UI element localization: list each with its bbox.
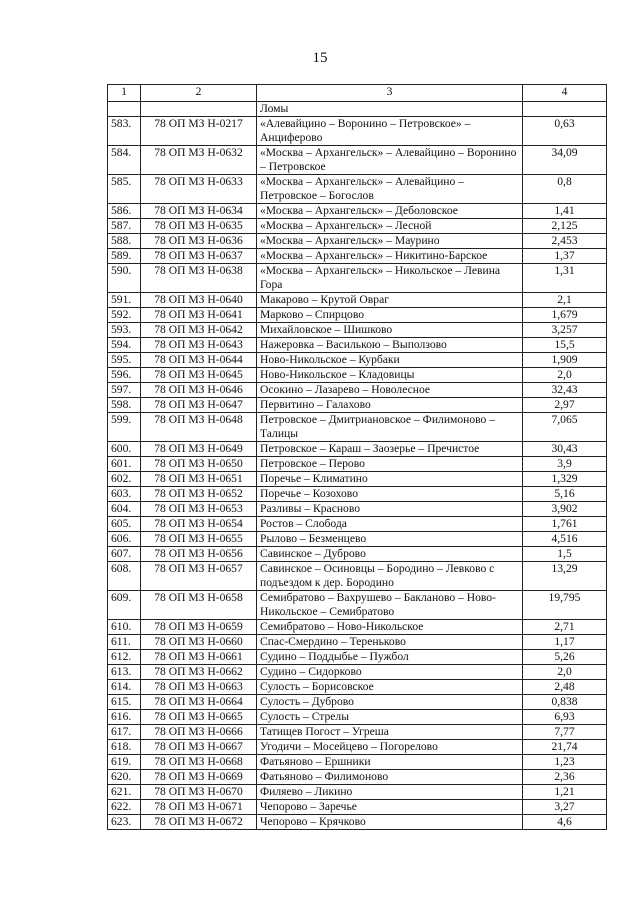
row-number: 594. (108, 338, 141, 353)
road-length: 15,5 (523, 338, 607, 353)
road-name: «Москва – Архангельск» – Деболовское (257, 204, 523, 219)
road-name: Рылово – Безменцево (257, 532, 523, 547)
row-number: 615. (108, 695, 141, 710)
road-name: Филяево – Ликино (257, 785, 523, 800)
road-name: «Москва – Архангельск» – Никитино-Барское (257, 249, 523, 264)
table-row (108, 413, 607, 442)
column-header-row (108, 85, 607, 102)
row-number: 588. (108, 234, 141, 249)
row-number: 595. (108, 353, 141, 368)
table-row (108, 695, 607, 710)
road-length: 2,97 (523, 398, 607, 413)
road-code: 78 ОП МЗ Н-0660 (141, 635, 257, 650)
table-row (108, 740, 607, 755)
row-number: 619. (108, 755, 141, 770)
column-header-1: 1 (108, 85, 141, 102)
road-code: 78 ОП МЗ Н-0664 (141, 695, 257, 710)
road-length: 2,48 (523, 680, 607, 695)
road-length: 30,43 (523, 442, 607, 457)
road-code: 78 ОП МЗ Н-0217 (141, 117, 257, 146)
row-number: 589. (108, 249, 141, 264)
road-name: Ново-Никольское – Курбаки (257, 353, 523, 368)
road-name: Семибратово – Ново-Никольское (257, 620, 523, 635)
road-name: Чепорово – Заречье (257, 800, 523, 815)
road-name: Судино – Поддыбье – Пужбол (257, 650, 523, 665)
group-row (108, 102, 607, 117)
road-length: 0,838 (523, 695, 607, 710)
road-name: Фатьяново – Филимоново (257, 770, 523, 785)
road-length: 6,93 (523, 710, 607, 725)
table-row (108, 665, 607, 680)
table-row (108, 502, 607, 517)
table-row (108, 308, 607, 323)
row-number: 610. (108, 620, 141, 635)
road-code: 78 ОП МЗ Н-0642 (141, 323, 257, 338)
road-name: Чепорово – Крячково (257, 815, 523, 830)
road-code: 78 ОП МЗ Н-0640 (141, 293, 257, 308)
road-name: Поречье – Козохово (257, 487, 523, 502)
road-length: 7,77 (523, 725, 607, 740)
road-length: 1,761 (523, 517, 607, 532)
table-row (108, 635, 607, 650)
table-row (108, 146, 607, 175)
road-length: 0,63 (523, 117, 607, 146)
column-header-2: 2 (141, 85, 257, 102)
table-row (108, 815, 607, 830)
road-code: 78 ОП МЗ Н-0638 (141, 264, 257, 293)
table-row (108, 532, 607, 547)
table-row (108, 770, 607, 785)
road-code: 78 ОП МЗ Н-0662 (141, 665, 257, 680)
road-code: 78 ОП МЗ Н-0641 (141, 308, 257, 323)
road-name: Петровское – Дмитриановское – Филимоново – Талицы (257, 413, 523, 442)
road-code: 78 ОП МЗ Н-0655 (141, 532, 257, 547)
road-code: 78 ОП МЗ Н-0633 (141, 175, 257, 204)
table-row (108, 383, 607, 398)
column-header-3: 3 (257, 85, 523, 102)
road-name: Сулость – Дуброво (257, 695, 523, 710)
road-length: 19,795 (523, 591, 607, 620)
table-row (108, 368, 607, 383)
table-row (108, 442, 607, 457)
row-number: 622. (108, 800, 141, 815)
road-name: Ростов – Слобода (257, 517, 523, 532)
row-number: 607. (108, 547, 141, 562)
table-row (108, 785, 607, 800)
road-name: «Москва – Архангельск» – Маурино (257, 234, 523, 249)
row-number: 600. (108, 442, 141, 457)
road-code: 78 ОП МЗ Н-0634 (141, 204, 257, 219)
road-code: 78 ОП МЗ Н-0651 (141, 472, 257, 487)
road-length: 3,257 (523, 323, 607, 338)
road-length: 1,679 (523, 308, 607, 323)
table-row (108, 591, 607, 620)
roads-table (107, 84, 607, 830)
row-number: 613. (108, 665, 141, 680)
row-number: 585. (108, 175, 141, 204)
table-row (108, 175, 607, 204)
row-number: 612. (108, 650, 141, 665)
road-length: 2,453 (523, 234, 607, 249)
table-row (108, 472, 607, 487)
row-number: 586. (108, 204, 141, 219)
row-number: 608. (108, 562, 141, 591)
row-number: 620. (108, 770, 141, 785)
table-row (108, 353, 607, 368)
road-length: 3,902 (523, 502, 607, 517)
road-length: 5,26 (523, 650, 607, 665)
table-row (108, 398, 607, 413)
row-number: 602. (108, 472, 141, 487)
row-number: 584. (108, 146, 141, 175)
road-code: 78 ОП МЗ Н-0666 (141, 725, 257, 740)
road-code: 78 ОП МЗ Н-0635 (141, 219, 257, 234)
row-number: 623. (108, 815, 141, 830)
road-code: 78 ОП МЗ Н-0669 (141, 770, 257, 785)
road-code: 78 ОП МЗ Н-0668 (141, 755, 257, 770)
road-name: «Москва – Архангельск» – Алевайцино – Петровское – Богослов (257, 175, 523, 204)
road-length: 1,17 (523, 635, 607, 650)
table-row (108, 725, 607, 740)
row-number: 614. (108, 680, 141, 695)
road-code: 78 ОП МЗ Н-0644 (141, 353, 257, 368)
road-length: 1,5 (523, 547, 607, 562)
road-length: 2,0 (523, 665, 607, 680)
road-length: 2,0 (523, 368, 607, 383)
table-row (108, 650, 607, 665)
table-row (108, 219, 607, 234)
road-name: Савинское – Осиновцы – Бородино – Левково с подъездом к дер. Бородино (257, 562, 523, 591)
road-code: 78 ОП МЗ Н-0672 (141, 815, 257, 830)
road-length: 2,71 (523, 620, 607, 635)
row-number: 609. (108, 591, 141, 620)
road-length: 2,125 (523, 219, 607, 234)
road-name: «Москва – Архангельск» – Лесной (257, 219, 523, 234)
road-name: Михайловское – Шишково (257, 323, 523, 338)
road-code: 78 ОП МЗ Н-0653 (141, 502, 257, 517)
road-code: 78 ОП МЗ Н-0652 (141, 487, 257, 502)
table-row (108, 293, 607, 308)
row-number: 583. (108, 117, 141, 146)
row-number: 616. (108, 710, 141, 725)
road-name: Сулость – Стрелы (257, 710, 523, 725)
road-code: 78 ОП МЗ Н-0656 (141, 547, 257, 562)
road-code: 78 ОП МЗ Н-0643 (141, 338, 257, 353)
table-row (108, 620, 607, 635)
road-length: 4,6 (523, 815, 607, 830)
table-row (108, 323, 607, 338)
road-name: Семибратово – Вахрушево – Бакланово – Ново-Никольское – Семибратово (257, 591, 523, 620)
road-code: 78 ОП МЗ Н-0637 (141, 249, 257, 264)
road-code: 78 ОП МЗ Н-0645 (141, 368, 257, 383)
table-row (108, 680, 607, 695)
road-code: 78 ОП МЗ Н-0665 (141, 710, 257, 725)
table-row (108, 204, 607, 219)
road-length: 5,16 (523, 487, 607, 502)
road-length: 2,36 (523, 770, 607, 785)
row-number: 604. (108, 502, 141, 517)
page-number: 15 (312, 50, 328, 66)
road-length: 13,29 (523, 562, 607, 591)
road-length: 21,74 (523, 740, 607, 755)
column-header-4: 4 (523, 85, 607, 102)
road-name: Татищев Погост – Угреша (257, 725, 523, 740)
road-length: 1,31 (523, 264, 607, 293)
road-length: 1,909 (523, 353, 607, 368)
road-code: 78 ОП МЗ Н-0658 (141, 591, 257, 620)
row-number: 592. (108, 308, 141, 323)
road-code: 78 ОП МЗ Н-0647 (141, 398, 257, 413)
road-length: 3,9 (523, 457, 607, 472)
row-number: 601. (108, 457, 141, 472)
road-length: 7,065 (523, 413, 607, 442)
road-name: Спас-Смердино – Тереньково (257, 635, 523, 650)
table-row (108, 249, 607, 264)
row-number: 590. (108, 264, 141, 293)
road-length: 3,27 (523, 800, 607, 815)
road-name: Нажеровка – Василькою – Выползово (257, 338, 523, 353)
group-label: Ломы (257, 102, 523, 117)
table-row (108, 117, 607, 146)
road-code: 78 ОП МЗ Н-0663 (141, 680, 257, 695)
road-name: Макарово – Крутой Овраг (257, 293, 523, 308)
road-name: «Москва – Архангельск» – Алевайцино – Воронино – Петровское (257, 146, 523, 175)
row-number: 597. (108, 383, 141, 398)
road-length: 1,21 (523, 785, 607, 800)
road-code: 78 ОП МЗ Н-0670 (141, 785, 257, 800)
road-name: Петровское – Караш – Заозерье – Пречистое (257, 442, 523, 457)
row-number: 593. (108, 323, 141, 338)
road-name: Угодичи – Мосейцево – Погорелово (257, 740, 523, 755)
row-number: 618. (108, 740, 141, 755)
road-code: 78 ОП МЗ Н-0632 (141, 146, 257, 175)
road-name: Осокино – Лазарево – Новолесное (257, 383, 523, 398)
road-length: 4,516 (523, 532, 607, 547)
row-number: 598. (108, 398, 141, 413)
road-code: 78 ОП МЗ Н-0661 (141, 650, 257, 665)
table-row (108, 547, 607, 562)
road-length: 1,41 (523, 204, 607, 219)
road-name: Фатьяново – Ершники (257, 755, 523, 770)
road-name: Марково – Спирцово (257, 308, 523, 323)
road-name: Сулость – Борисовское (257, 680, 523, 695)
road-code: 78 ОП МЗ Н-0657 (141, 562, 257, 591)
road-code: 78 ОП МЗ Н-0646 (141, 383, 257, 398)
table-row (108, 457, 607, 472)
road-code: 78 ОП МЗ Н-0659 (141, 620, 257, 635)
road-name: Разливы – Красново (257, 502, 523, 517)
road-name: Савинское – Дуброво (257, 547, 523, 562)
road-name: Судино – Сидорково (257, 665, 523, 680)
table-row (108, 517, 607, 532)
row-number: 599. (108, 413, 141, 442)
road-length: 1,329 (523, 472, 607, 487)
row-number: 605. (108, 517, 141, 532)
table-row (108, 562, 607, 591)
row-number: 621. (108, 785, 141, 800)
table-row (108, 710, 607, 725)
road-length: 0,8 (523, 175, 607, 204)
road-name: «Москва – Архангельск» – Никольское – Левина Гора (257, 264, 523, 293)
road-code: 78 ОП МЗ Н-0636 (141, 234, 257, 249)
road-code: 78 ОП МЗ Н-0654 (141, 517, 257, 532)
road-code: 78 ОП МЗ Н-0648 (141, 413, 257, 442)
road-length: 1,23 (523, 755, 607, 770)
table-row (108, 800, 607, 815)
road-length: 2,1 (523, 293, 607, 308)
road-name: «Алевайцино – Воронино – Петровское» – Анциферово (257, 117, 523, 146)
road-code: 78 ОП МЗ Н-0671 (141, 800, 257, 815)
table-row (108, 487, 607, 502)
table-row (108, 755, 607, 770)
road-name: Первитино – Галахово (257, 398, 523, 413)
row-number: 603. (108, 487, 141, 502)
road-name: Петровское – Перово (257, 457, 523, 472)
table-row (108, 264, 607, 293)
road-length: 1,37 (523, 249, 607, 264)
road-code: 78 ОП МЗ Н-0650 (141, 457, 257, 472)
row-number: 587. (108, 219, 141, 234)
road-length: 34,09 (523, 146, 607, 175)
road-length: 32,43 (523, 383, 607, 398)
row-number: 591. (108, 293, 141, 308)
row-number: 611. (108, 635, 141, 650)
row-number: 596. (108, 368, 141, 383)
table-row (108, 338, 607, 353)
row-number: 617. (108, 725, 141, 740)
road-code: 78 ОП МЗ Н-0667 (141, 740, 257, 755)
table-row (108, 234, 607, 249)
road-name: Поречье – Климатино (257, 472, 523, 487)
row-number: 606. (108, 532, 141, 547)
road-name: Ново-Никольское – Кладовицы (257, 368, 523, 383)
road-code: 78 ОП МЗ Н-0649 (141, 442, 257, 457)
